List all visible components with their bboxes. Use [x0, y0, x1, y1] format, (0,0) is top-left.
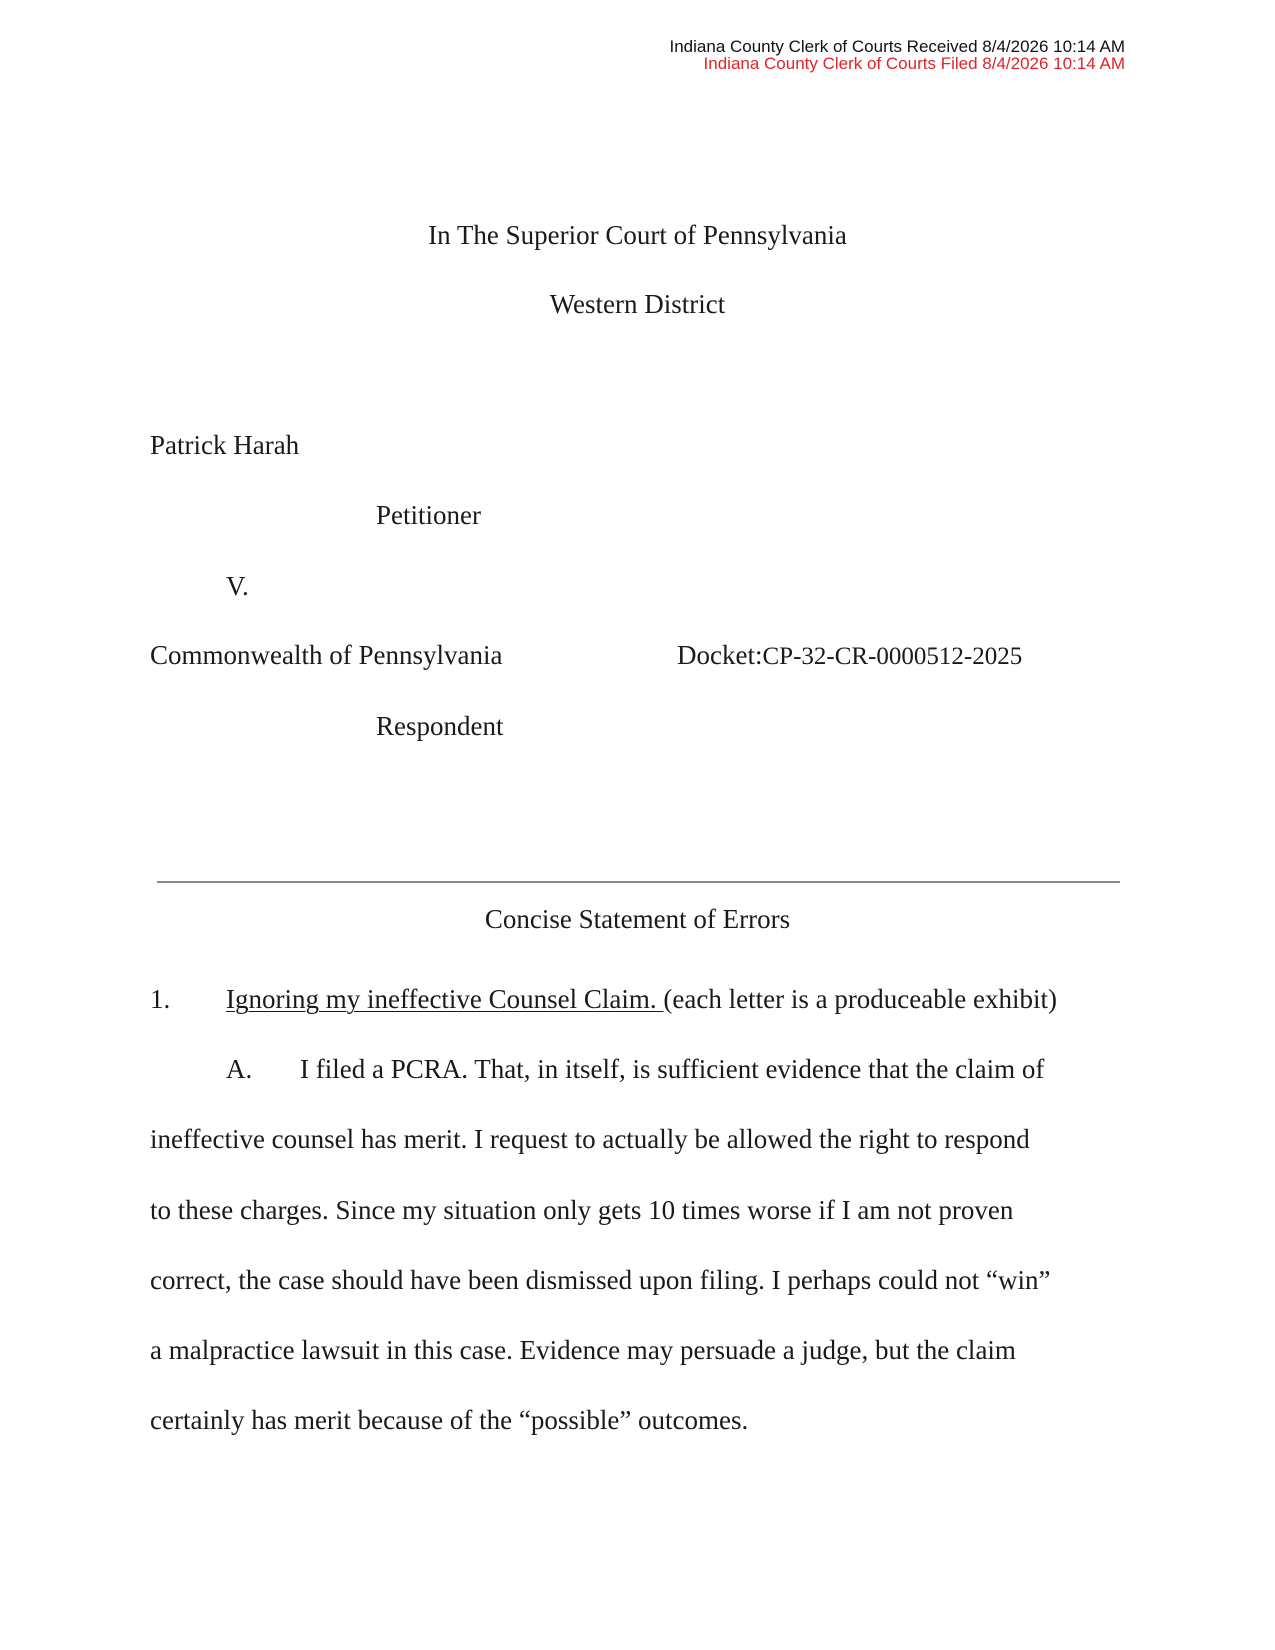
- court-title: In The Superior Court of Pennsylvania: [428, 220, 847, 250]
- docket: [677, 640, 1022, 672]
- docket-number: CP-32-CR-0000512-2025: [762, 643, 1023, 670]
- item-heading: [226, 984, 1057, 1014]
- paragraph-line: certainly has merit because of the “possible” outcomes.: [150, 1405, 749, 1435]
- respondent-role: Respondent: [376, 711, 504, 741]
- section-divider: [157, 881, 1120, 883]
- versus-label: V.: [226, 571, 249, 601]
- item-heading-note: (each letter is a produceable exhibit): [663, 984, 1057, 1014]
- docket-label: Docket:: [677, 640, 763, 670]
- paragraph-line: to these charges. Since my situation only gets 10 times worse if I am not proven: [150, 1195, 1014, 1225]
- statement-title: Concise Statement of Errors: [484, 904, 791, 934]
- paragraph-line: I filed a PCRA. That, in itself, is sufficient evidence that the claim of: [300, 1054, 1045, 1084]
- sub-item-label: A.: [226, 1054, 253, 1084]
- item-heading-underlined: Ignoring my ineffective Counsel Claim.: [226, 984, 664, 1014]
- district-title: Western District: [549, 289, 726, 319]
- petitioner-name: Patrick Harah: [150, 430, 300, 460]
- clerk-received-stamp: Indiana County Clerk of Courts Received 8/4/2026 10:14 AM: [669, 37, 1125, 56]
- clerk-filed-stamp: Indiana County Clerk of Courts Filed 8/4/2026 10:14 AM: [703, 54, 1125, 73]
- paragraph-line: ineffective counsel has merit. I request to actually be allowed the right to respond: [150, 1124, 1030, 1154]
- respondent-name: Commonwealth of Pennsylvania: [150, 640, 503, 670]
- petitioner-role: Petitioner: [376, 500, 481, 530]
- paragraph-line: correct, the case should have been dismissed upon filing. I perhaps could not “win”: [150, 1265, 1051, 1295]
- paragraph-line: a malpractice lawsuit in this case. Evidence may persuade a judge, but the claim: [150, 1335, 1016, 1365]
- item-number: 1.: [150, 984, 171, 1014]
